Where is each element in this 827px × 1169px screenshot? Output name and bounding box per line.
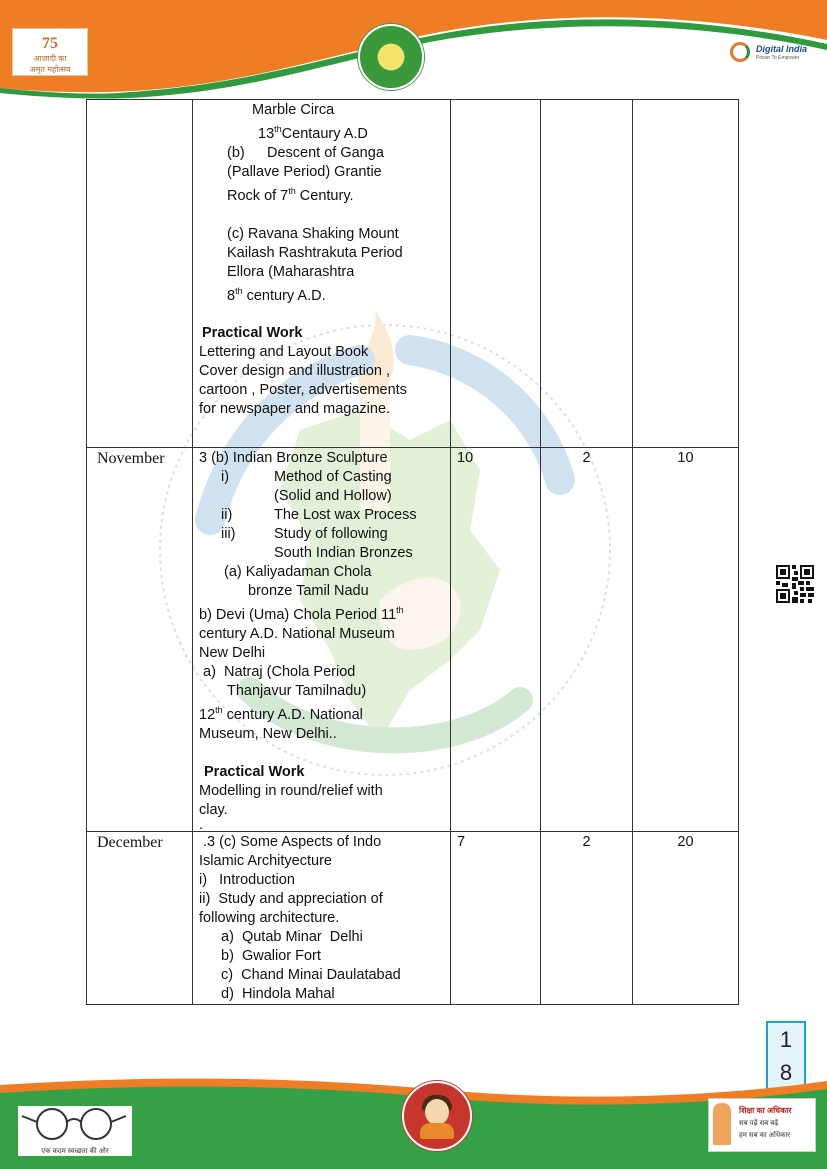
content-line: i) Introduction — [199, 872, 295, 888]
content-line: Museum, New Delhi.. — [199, 725, 337, 742]
practical-cell — [541, 100, 633, 448]
azadi-ka-amrit-mahotsav-logo — [12, 28, 88, 76]
content-line: ii) Study and appreciation of — [199, 891, 383, 907]
table-row — [87, 448, 739, 832]
content-line: century A.D. National Museum — [199, 625, 395, 642]
syllabus-table — [86, 99, 739, 1005]
content-line — [199, 120, 444, 144]
content-line — [199, 601, 444, 625]
spacer — [199, 744, 444, 763]
content-line: Modelling in round/relief with — [199, 782, 383, 799]
content-cell — [193, 100, 451, 448]
month-cell: November — [87, 448, 193, 832]
superscript: th — [215, 704, 223, 715]
marks-cell: 10 — [633, 448, 739, 832]
item-tag: ii) — [221, 507, 233, 523]
content-line: bronze Tamil Nadu — [248, 583, 369, 599]
content-line: Marble Circa — [252, 102, 335, 118]
line-text: 12 — [199, 706, 216, 723]
content-line: Kailash Rashtrakuta Period — [227, 244, 403, 261]
periods-cell: 10 — [451, 448, 541, 832]
practical-cell: 2 — [541, 448, 633, 832]
superscript: th — [396, 605, 404, 615]
page-number-digit: 1 — [779, 1027, 793, 1052]
content-line — [199, 525, 444, 544]
azadi-logo-number: 75 — [42, 35, 58, 52]
line-text: Descent of Ganga — [267, 144, 384, 161]
marks-cell: 20 — [633, 832, 739, 1005]
line-text: 8 — [227, 287, 236, 304]
content-line: for newspaper and magazine. — [199, 401, 391, 418]
content-line: Islamic Archityecture — [199, 853, 332, 869]
marks-cell — [633, 100, 739, 448]
periods-cell: 7 — [451, 832, 541, 1005]
periods-cell — [451, 100, 541, 448]
azadi-logo-line2: अमृत महोत्सव — [29, 65, 71, 74]
line-text: The Lost wax Process — [274, 507, 417, 523]
content-line: (Solid and Hollow) — [274, 488, 392, 504]
content-cell — [193, 448, 451, 832]
line-text: Study of following — [274, 526, 388, 542]
girl-face-shape — [425, 1099, 449, 1125]
content-line: .3 (c) Some Aspects of Indo — [199, 834, 382, 850]
month-cell: December — [87, 832, 193, 1005]
table-row — [87, 100, 739, 448]
superscript: th — [235, 285, 243, 296]
spacer — [199, 305, 444, 324]
practical-cell: 2 — [541, 832, 633, 1005]
content-line: (Pallave Period) Grantie — [227, 163, 382, 180]
content-line — [199, 182, 444, 206]
content-line: 3 (b) Indian Bronze Sculpture — [199, 450, 388, 466]
line-text: Method of Casting — [274, 469, 392, 485]
content-line: New Delhi — [199, 644, 266, 661]
school-board-seal-logo — [358, 24, 424, 90]
item-tag: iii) — [221, 526, 236, 542]
swachh-tagline: एक कदम स्वच्छता की ओर — [41, 1148, 109, 1155]
content-line: (c) Ravana Shaking Mount — [227, 225, 399, 242]
content-line: b) Gwalior Fort — [221, 948, 321, 964]
azadi-logo-line1: आज़ादी का — [33, 54, 67, 63]
item-tag: (b) — [227, 144, 245, 161]
content-line: Cover design and illustration , — [199, 363, 391, 380]
superscript: th — [288, 185, 296, 196]
content-line: . — [199, 816, 204, 833]
content-line — [199, 506, 444, 525]
digital-india-ring-icon — [730, 42, 750, 62]
practical-work-heading: Practical Work — [204, 763, 305, 780]
content-line: d) Hindola Mahal — [221, 986, 335, 1002]
rte-line2: हम सब का अधिकार — [739, 1132, 791, 1139]
content-line — [199, 701, 444, 725]
content-line — [199, 144, 444, 163]
page-number-digit: 8 — [779, 1060, 793, 1085]
rte-title: शिक्षा का अधिकार — [739, 1106, 792, 1115]
digital-india-subtitle: Power To Empower — [756, 55, 800, 61]
practical-work-heading: Practical Work — [202, 325, 303, 342]
content-line: Ellora (Maharashtra — [227, 263, 355, 280]
content-line: Thanjavur Tamilnadu) — [227, 682, 367, 699]
line-text: century A.D. — [242, 287, 326, 304]
rte-line1: सब पढ़ें सब बढ़ें — [739, 1120, 779, 1127]
girl-dress-shape — [420, 1123, 454, 1139]
content-line: following architecture. — [199, 910, 340, 926]
month-cell — [87, 100, 193, 448]
line-text: Rock of 7 — [227, 187, 289, 204]
content-line: cartoon , Poster, advertisements — [199, 382, 407, 399]
digital-india-title: Digital India — [756, 44, 808, 54]
line-text: century A.D. National — [222, 706, 363, 723]
content-cell — [193, 832, 451, 1005]
superscript: th — [274, 124, 282, 134]
gandhi-spectacles-icon — [18, 1106, 132, 1142]
beti-padhao-logo — [402, 1081, 472, 1151]
table-row — [87, 832, 739, 1005]
content-line: South Indian Bronzes — [274, 545, 413, 561]
line-text: 13 — [258, 125, 275, 142]
digital-india-logo — [728, 40, 818, 66]
content-line: a) Natraj (Chola Period — [199, 663, 356, 680]
qr-code-icon[interactable] — [776, 565, 814, 603]
content-line — [199, 282, 444, 306]
content-line: Lettering and Layout Book — [199, 344, 369, 361]
item-tag: i) — [221, 469, 230, 485]
spacer — [199, 206, 444, 225]
content-line: clay. — [199, 801, 228, 818]
content-line: (a) Kaliyadaman Chola — [224, 564, 372, 580]
swachh-bharat-logo — [18, 1106, 132, 1156]
line-text: b) Devi (Uma) Chola Period 11 — [199, 606, 397, 623]
content-line: a) Qutab Minar Delhi — [221, 929, 363, 945]
content-line: c) Chand Minai Daulatabad — [221, 967, 401, 983]
line-text: Century. — [295, 187, 354, 204]
right-to-education-logo — [708, 1098, 816, 1152]
line-text: Centaury A.D — [281, 125, 368, 142]
content-line — [199, 468, 444, 487]
child-figure-icon — [713, 1103, 731, 1145]
